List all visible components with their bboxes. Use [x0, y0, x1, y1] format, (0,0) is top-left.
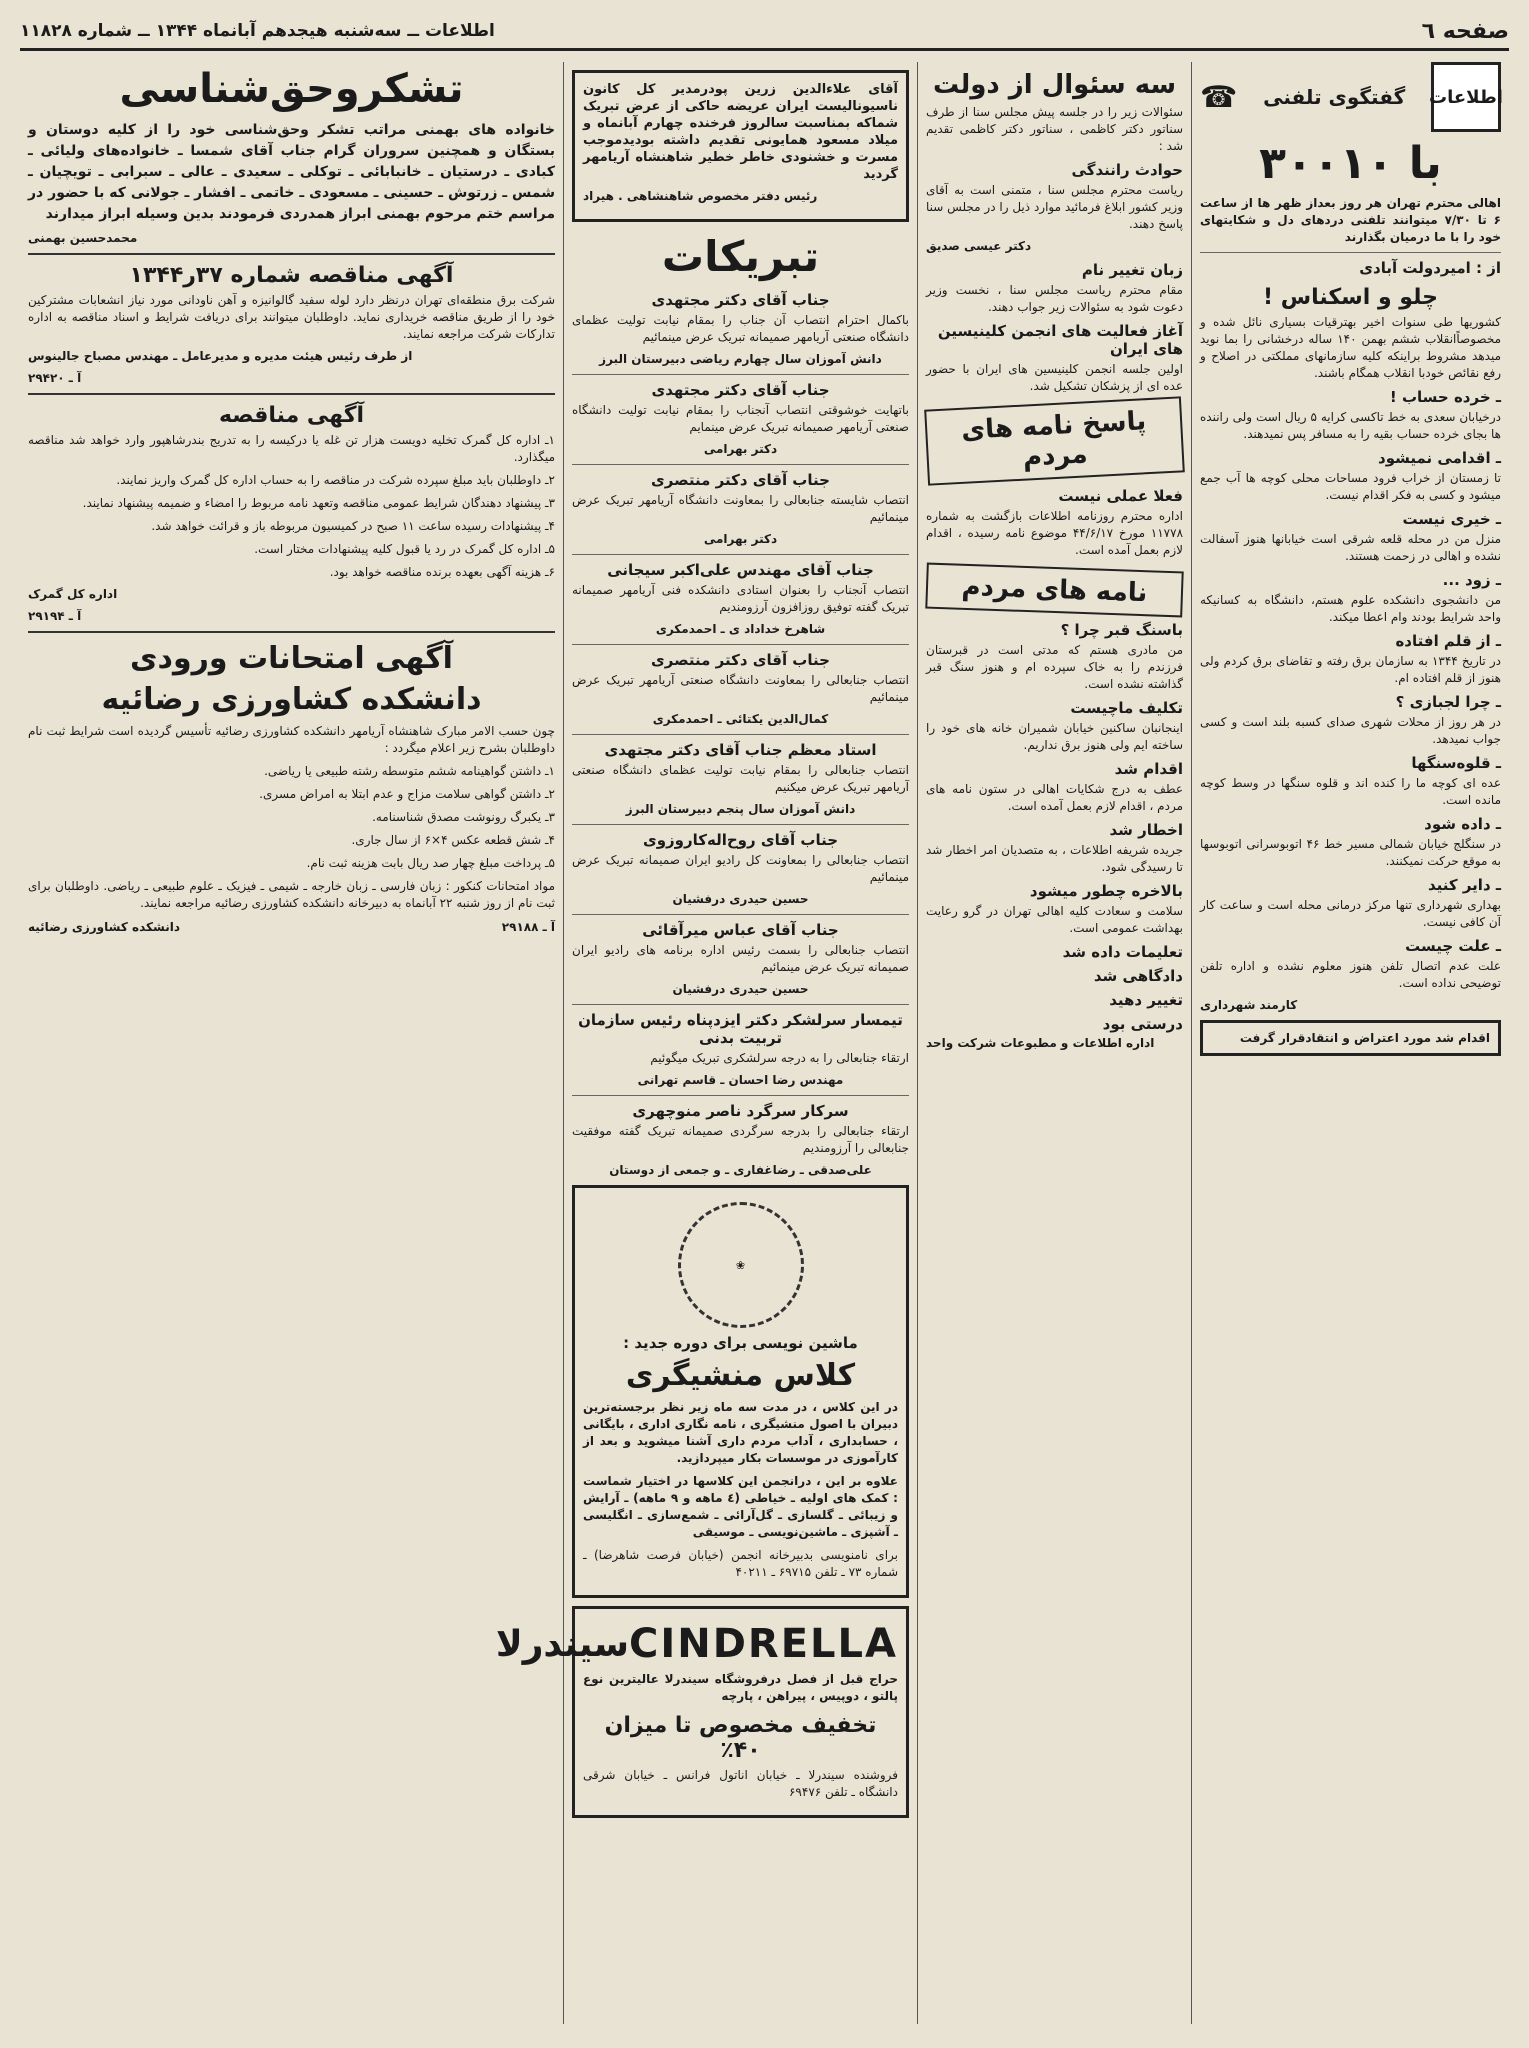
- divider: [1200, 252, 1501, 253]
- greeting-body: انتصاب شایسته جنابعالی را بمعاونت دانشگاه آریامهر تبریک عرض مینمائیم: [572, 493, 909, 524]
- greeting-to: جناب آقای عباس میرآقائی: [642, 921, 839, 939]
- complaint-title: ـ چرا لجبازی ؟: [1395, 693, 1501, 711]
- what-happens-body: سلامت و سعادت کلیه اهالی تهران در گرو رعایت بهداشت عمومی است.: [926, 904, 1183, 935]
- greeting-to: جناب آقای دکتر منتصری: [651, 651, 830, 669]
- our-duty-body: اینجانبان ساکنین خیابان شمیران خانه های خود را ساخته ایم ولی هنوز برق نداریم.: [926, 721, 1183, 752]
- driving-accidents-body: ریاست محترم مجلس سنا ، متمنی است به آقای وزیر کشور ابلاغ فرمائید موارد ذیل را در مجلس سنا پاسخ دهند.: [926, 183, 1183, 231]
- tombstone-title: باسنگ قبر چرا ؟: [1060, 621, 1183, 639]
- greeting-to: جناب آقای دکتر منتصری: [651, 471, 830, 489]
- divider: [572, 464, 909, 465]
- greeting-body: باتهایت خوشوقتی انتصاب آنجناب را بمقام نیابت تولیت دانشگاه صنعتی آریامهر صمیمانه تبریک عرض مینمایم: [572, 403, 909, 434]
- complaint-item: [1200, 449, 1501, 504]
- ad-intro: ماشین نویسی برای دوره جدید :: [623, 1334, 858, 1352]
- cinderella-address: فروشنده سیندرلا ـ خیابان اناتول فرانس ـ خیابان شرقی دانشگاه ـ تلفن ۶۹۴۷۶: [583, 1768, 898, 1799]
- complaint-item: [1200, 510, 1501, 565]
- thanks-sign: محمدحسین بهمنی: [28, 231, 138, 245]
- greeting-to: جناب آقای دکتر مجتهدی: [651, 291, 830, 309]
- tender2-item: ۲ـ داوطلبان باید مبلغ سپرده شرکت در مناقصه را به حساب اداره کل گمرک واریز نمایند.: [116, 473, 555, 487]
- greeting-from: علی‌صدقی ـ رضاغفاری ـ و جمعی از دوستان: [609, 1163, 872, 1177]
- congratulations-title: تبریکات: [661, 232, 820, 281]
- complaint-body: تا زمستان از خراب فرود مساحات محلی کوچه ها آب جمع میشود و کسی به فکر اقدام نیست.: [1200, 471, 1501, 502]
- phone-talk-title: گفتگوی تلفنی: [1263, 85, 1406, 109]
- telephone-icon: ☎: [1200, 79, 1238, 115]
- name-change-body: مقام محترم ریاست مجلس سنا ، نخست وزیر دعوت شود به سئوالات زیر جواب دهند.: [926, 283, 1183, 314]
- instructions-title: تعلیمات داده شد: [1062, 943, 1183, 961]
- greeting-from: حسین حیدری درفشیان: [672, 982, 809, 996]
- greeting-from: دانش آموزان سال چهارم ریاضی دبیرستان البرز: [599, 352, 882, 366]
- greeting-item: [572, 291, 909, 375]
- greeting-from: حسین حیدری درفشیان: [672, 892, 809, 906]
- greeting-body: انتصاب جنابعالی را بمعاونت کل رادیو ایران صمیمانه تبریک عرض مینمائیم: [572, 853, 909, 884]
- association-seal-icon: ❀: [678, 1202, 804, 1328]
- greeting-to: تیمسار سرلشکر دکتر ایزدپناه رئیس سازمان تربیت بدنی: [578, 1011, 903, 1047]
- tender2-sign: اداره کل گمرک: [28, 587, 118, 601]
- complaint-title: ـ زود ...: [1442, 571, 1501, 589]
- greeting-body: باکمال احترام انتصاب آن جناب را بمقام نیابت تولیت عظمای دانشگاه صنعتی آریامهر صمیمانه تبریک عرض مینمائیم: [572, 313, 909, 344]
- cinderella-ad: [495, 1606, 909, 1818]
- greeting-body: انتصاب جنابعالی را بمعاونت دانشگاه صنعتی آریامهر تبریک عرض مینمائیم: [572, 673, 909, 704]
- complaint-item: [1200, 632, 1501, 687]
- greeting-item: [572, 381, 909, 465]
- cinderella-title-row: [495, 1617, 898, 1671]
- column-notices: [20, 62, 563, 2024]
- exam-item: ۲ـ داشتن گواهی سلامت مزاج و عدم ابتلا به امراض مسری.: [259, 787, 555, 801]
- exam-text: چون حسب الامر مبارک شاهنشاه آریامهر دانشکده کشاورزی رضائیه تأسیس گردیده است شرایط ثبت نام داوطلبان بشرح زیر اعلام میگردد :: [28, 724, 555, 755]
- driving-accidents-title: حوادث رانندگی: [1071, 161, 1183, 179]
- tender2-item: ۶ـ هزینه آگهی بعهده برنده مناقصه خواهد بود.: [329, 565, 555, 579]
- tender1-title: آگهی مناقصه شماره ۳۷ر۱۳۴۴: [129, 263, 454, 288]
- tender1-sign: از طرف رئیس هیئت مدیره و مدیرعامل ـ مهندس مصباح جالینوس: [28, 349, 413, 363]
- complaint-title: ـ دایر کنید: [1427, 876, 1501, 894]
- what-happens-title: بالاخره چطور میشود: [1029, 882, 1183, 900]
- complaint-title: ـ اقدامی نمیشود: [1378, 449, 1501, 467]
- letter-author: از : امیردولت آبادی: [1359, 259, 1501, 277]
- page-number: صفحه ٦: [1421, 18, 1509, 44]
- phone-talk-header: [1200, 62, 1501, 132]
- complaint-body: علت عدم اتصال تلفن هنوز معلوم نشده و اداره تلفن توضیحی نداده است.: [1200, 959, 1501, 990]
- tombstone-body: من مادری هستم که مدتی است در قبرستان فرزندم را به خاک سپرده ام و هنوز سنگ قبر گذاشته نشده است.: [926, 643, 1183, 691]
- greeting-to: جناب آقای روح‌اله‌کاروزوی: [642, 831, 839, 849]
- complaint-signature: کارمند شهرداری: [1200, 998, 1298, 1012]
- not-practical-title: فعلا عملی نیست: [1058, 487, 1183, 505]
- complaint-item: [1200, 388, 1501, 443]
- ad-text: در این کلاس ، در مدت سه ماه زیر نظر برجسته‌ترین دبیران با اصول منشیگری ، نامه نگاری اداری ، بایگانی ، حسابداری ، آداب مردم داری آشنا میشوید و بعد از کارآموزی در موسسات بکار میپردازید.: [583, 1400, 898, 1465]
- complaint-title: ـ داده شود: [1424, 815, 1501, 833]
- complaint-item: [1200, 815, 1501, 870]
- complaint-body: در هر روز از محلات شهری صدای کسبه بلند است و کسی جواب نمیدهد.: [1200, 715, 1501, 746]
- complaint-list: [1200, 388, 1501, 992]
- greeting-to: جناب آقای مهندس علی‌اکبر سیجانی: [607, 561, 874, 579]
- greeting-body: ارتقاء جنابعالی را به درجه سرلشکری تبریک میگوئیم: [650, 1051, 909, 1065]
- exam-item: ۴ـ شش قطعه عکس ۴×۶ از سال جاری.: [351, 833, 555, 847]
- exam-code: آ ـ ۲۹۱۸۸: [501, 920, 555, 934]
- complaint-item: [1200, 937, 1501, 992]
- change-title: تغییر دهید: [1109, 991, 1183, 1009]
- complaint-body: در سنگلج خیابان شمالی مسیر خط ۴۶ اتوبوسرانی اتوبوسها به موقع حرکت نمیکنند.: [1200, 837, 1502, 868]
- thanks-text: خانواده های بهمنی مراتب تشکر وحق‌شناسی خود را از کلیه دوستان و بستگان و همچنین سروران گرام جناب آقای شمسا ـ خانواده‌های ولیائی ـ کبادی ـ درستیان ـ خانبابائی ـ توکلی ـ سعیدی ـ عالی ـ سبرابی ـ تویچیان ـ شمس ـ زرتوش ـ حسینی ـ مسعودی ـ خاتمی ـ افشار ـ جولانی که با حضور در مراسم ختم مرحوم بهمنی ابراز همدردی فرمودند بدین وسیله ابراز میدارند: [28, 122, 555, 222]
- divider: [572, 554, 909, 555]
- thanks-title: تشکروحق‌شناسی: [119, 66, 464, 112]
- greeting-from: مهندس رضا احسان ـ قاسم تهرانی: [637, 1073, 844, 1087]
- ad-contact: برای نامنویسی بدبیرخانه انجمن (خیابان فرصت شاهرضا) ـ شماره ۷۳ ـ تلفن ۶۹۷۱۵ ـ ۴۰۲۱۱: [583, 1548, 898, 1579]
- greeting-body: انتصاب جنابعالی را بمقام نیابت تولیت عظمای دانشگاه صنعتی آریامهر تبریک عرض میکنیم: [572, 763, 909, 794]
- complaint-item: [1200, 693, 1501, 748]
- exam-sign: دانشکده کشاورزی رضائیه: [28, 920, 180, 934]
- tender2-item: ۳ـ پیشنهاد دهندگان شرایط عمومی مناقصه وتعهد نامه مربوط را امضاء و ضمیمه پیشنهاد نمایند.: [82, 496, 555, 510]
- ad-more: علاوه بر این ، درانجمن این کلاسها در اختیار شماست : کمک های اولیه ـ خیاطی (٤ ماهه و ۹ ماهه) ـ آرایش و زیبائی ـ گلسازی ـ گل‌آرائی ـ شمع‌سازی ـ انگلیسی ـ آشپزی ـ ماشین‌نویسی ـ موسیقی: [583, 1474, 898, 1539]
- secretary-class-ad: [572, 1185, 909, 1598]
- exam-item: ۱ـ داشتن گواهینامه ششم متوسطه رشته طبیعی یا ریاضی.: [264, 764, 555, 778]
- exam-title-1: آگهی امتحانات ورودی: [130, 641, 453, 676]
- royal-notice: [572, 70, 909, 222]
- phone-talk-intro: اهالی محترم تهران هر روز بعداز ظهر ها از ساعت ۶ تا ۷/۳۰ میتوانند تلفنی دردهای دل و شکایتهای خود را با ما درمیان بگذارند: [1200, 196, 1501, 244]
- warned-title: اخطار شد: [1109, 821, 1183, 839]
- bus-company-footer: اداره اطلاعات و مطبوعات شرکت واحد: [926, 1036, 1155, 1050]
- people-letters-box: نامه های مردم: [925, 563, 1183, 618]
- complaint-title: ـ از قلم افتاده: [1395, 632, 1501, 650]
- ad-title: کلاس منشیگری: [625, 1358, 856, 1393]
- complaint-item: [1200, 876, 1501, 931]
- divider: [28, 393, 555, 395]
- letter-body: کشوریها طی سنوات اخیر بهترقیات بسیاری نائل شده و مخصوصاًانقلاب ششم بهمن ۱۴۰ ساله درخشانی را بما نوید میدهد مشروط براینکه کلیه سازمانهای مملکتی در اصلاح و رفع نقائص خودبا انقلاب همگام باشند.: [1200, 315, 1501, 380]
- complaint-item: [1200, 571, 1501, 626]
- exam-title-2: دانشکده کشاورزی رضائیه: [101, 682, 482, 717]
- reply-letters-box: پاسخ نامه های مردم: [924, 396, 1185, 485]
- complaint-title: ـ خیری نیست: [1402, 510, 1501, 528]
- tender2-code: آ ـ ۲۹۱۹۴: [28, 609, 82, 623]
- greeting-item: [572, 741, 909, 825]
- ettelaat-logo: اطلاعات: [1431, 62, 1501, 132]
- complaint-body: منزل من در محله قلعه شرقی است خیابانها هنوز آسفالت نشده و اهالی در زحمت هستند.: [1200, 532, 1501, 563]
- greeting-item: [572, 1011, 909, 1096]
- greeting-body: انتصاب جنابعالی را بسمت رئیس اداره برنامه های رادیو ایران صمیمانه تبریک عرض مینمائیم: [572, 943, 909, 974]
- cinderella-offer: تخفیف مخصوص تا میزان ۴۰٪: [604, 1713, 877, 1763]
- tender1-text: شرکت برق منطقه‌ای تهران درنظر دارد لوله سفید گالوانیزه و آهن ناودانی مورد نیاز انشعابات مشترکین خود را از طریق مناقصه خریداری نماید. داوطلبان میتوانند برای دریافت شرایط و اسناد مناقصه به اداره تدارکات شرکت مراجعه نمایند.: [28, 293, 555, 341]
- not-practical-body: اداره محترم روزنامه اطلاعات بازگشت به شماره ۱۱۷۷۸ مورخ ۴۴/۶/۱۷ موضوع نامه رسیده ، اقدام لازم بعمل آمده است.: [926, 509, 1184, 557]
- action-taken-title: اقدام شد: [1114, 760, 1183, 778]
- greeting-item: [572, 921, 909, 1005]
- our-duty-title: تکلیف ماچیست: [1070, 699, 1183, 717]
- complaint-body: درخیابان سعدی به خط تاکسی کرایه ۵ ریال است ولی راننده ها بجای خرده حساب بقیه را به مسافر پس نمیدهند.: [1200, 410, 1501, 441]
- greeting-body: انتصاب آنجناب را بعنوان استادی دانشکده فنی آریامهر صمیمانه تبریک گفته توفیق روزافزون آرزومندیم: [572, 583, 909, 614]
- exam-item: ۵ـ پرداخت مبلغ چهار صد ریال بابت هزینه ثبت نام.: [306, 856, 555, 870]
- correct-title: درستی بود: [1102, 1015, 1183, 1033]
- greeting-to: سرکار سرگرد ناصر منوچهری: [632, 1102, 849, 1120]
- royal-notice-text: آقای علاءالدین زرین پودرمدیر کل کانون ناسیونالیست ایران عریضه حاکی از عرض تبریک شماکه بمناسبت سالروز فرخنده چهارم آبانماه و میلاد مسعود همایونی تقدیم داشته بودیدموجب مسرت و خشنودی خاطر خطیر شاهنشاه آریامهر گردید: [583, 82, 898, 182]
- divider: [28, 253, 555, 255]
- tender2-item: ۴ـ پیشنهادات رسیده ساعت ۱۱ صبح در کمیسیون مربوطه باز و قرائت خواهد شد.: [151, 519, 555, 533]
- exam-footer: [28, 918, 555, 942]
- complaint-title: ـ علت چیست: [1405, 937, 1501, 955]
- royal-notice-sign: رئیس دفتر مخصوص شاهنشاهی . هیراد: [583, 189, 818, 203]
- greeting-item: [572, 561, 909, 645]
- greeting-list: [572, 291, 909, 1177]
- questions-intro: سئوالات زیر را در جلسه پیش مجلس سنا از طرف سناتور دکتر کاظمی ، سناتور دکتر کاظمی تقدیم شد :: [926, 105, 1183, 153]
- greeting-item: [572, 1102, 909, 1177]
- letter-title: چلو و اسکناس !: [1263, 285, 1438, 310]
- divider: [572, 914, 909, 915]
- complaint-body: عده ای کوچه ما را کنده اند و قلوه سنگها در وسط کوچه مانده است.: [1200, 776, 1501, 807]
- tender2-title: آگهی مناقصه: [218, 403, 365, 428]
- divider: [572, 824, 909, 825]
- exam-text-2: مواد امتحانات کنکور : زبان فارسی ـ زبان خارجه ـ شیمی ـ فیزیک ـ علوم طبیعی ـ ریاضی. داوطلبان برای ثبت نام از روز شنبه ۲۲ آبانماه به دبیرخانه دانشکده کشاورزی رضائیه مراجعه نمایند.: [28, 879, 555, 910]
- greeting-to: استاد معظم جناب آقای دکتر مجتهدی: [604, 741, 877, 759]
- divider: [572, 374, 909, 375]
- exam-item: ۳ـ یکبرگ رونوشت مصدق شناسنامه.: [372, 810, 555, 824]
- greeting-item: [572, 471, 909, 555]
- greeting-item: [572, 651, 909, 735]
- page-header: [20, 14, 1509, 51]
- clinicians-body: اولین جلسه انجمن کلینیسین های ایران با حضور عده ای از پزشکان تشکیل شد.: [926, 362, 1183, 393]
- cinderella-fa: سیندرلا: [495, 1623, 630, 1665]
- tender2-item: ۱ـ اداره کل گمرک تخلیه دویست هزار تن غله یا درکیسه را به تدریج بندرشاهپور وارد خواهد شد مناقصه میگذارد.: [28, 433, 555, 464]
- tender1-code: آ ـ ۲۹۴۲۰: [28, 371, 82, 385]
- name-change-title: زبان تغییر نام: [1081, 261, 1183, 279]
- greeting-item: [572, 831, 909, 915]
- senator-signature: دکتر عیسی صدیق: [926, 239, 1032, 253]
- complaint-body: بهداری شهرداری تنها مرکز درمانی محله است و ساعت کار آن کافی نیست.: [1200, 898, 1501, 929]
- cinderella-brand: CINDRELLA: [629, 1621, 898, 1667]
- complaint-title: ـ قلوه‌سنگها: [1411, 754, 1501, 772]
- greeting-from: شاهرخ خداداد ی ـ احمدمکری: [655, 622, 826, 636]
- court-title: دادگاهی شد: [1093, 967, 1183, 985]
- divider: [28, 631, 555, 633]
- divider: [572, 1095, 909, 1096]
- greeting-from: دکتر بهرامی: [703, 442, 778, 456]
- cinderella-text: حراج قبل از فصل درفروشگاه سیندرلا عالیترین نوع پالتو ، دوپیس ، پیراهن ، پارچه: [583, 1672, 898, 1703]
- divider: [572, 734, 909, 735]
- greeting-from: دکتر بهرامی: [703, 532, 778, 546]
- complaint-body: در تاریخ ۱۳۴۴ به سازمان برق رفته و تقاضای برق کردم ولی هنوز از قلم افتاده ام.: [1200, 654, 1501, 685]
- tender2-item: ۵ـ اداره کل گمرک در رد یا قبول کلیه پیشنهادات مختار است.: [254, 542, 555, 556]
- greeting-from: کمال‌الدین یکتائی ـ احمدمکری: [652, 712, 829, 726]
- action-taken-body: عطف به درج شکایات اهالی در ستون نامه های مردم ، اقدام لازم بعمل آمده است.: [926, 782, 1183, 813]
- greeting-body: ارتقاء جنابعالی را بدرجه سرگردی صمیمانه تبریک گفته موفقیت جنابعالی را آرزومندیم: [572, 1124, 909, 1155]
- greeting-from: دانش آموزان سال پنجم دبیرستان البرز: [625, 802, 856, 816]
- phone-number: ۳۰۰۱۰ با: [1259, 138, 1442, 189]
- greeting-to: جناب آقای دکتر مجتهدی: [651, 381, 830, 399]
- complaint-item: [1200, 754, 1501, 809]
- issue-line: اطلاعات ــ سه‌شنبه هیجدهم آبانماه ۱۳۴۴ ــ شماره ۱۱۸۲۸: [20, 21, 495, 41]
- footer-box: اقدام شد مورد اعتراض و انتقادقرار گرفت: [1200, 1020, 1501, 1056]
- divider: [572, 1004, 909, 1005]
- clinicians-title: آغاز فعالیت های انجمن کلینیسین های ایران: [937, 322, 1183, 358]
- complaint-title: ـ خرده حساب !: [1389, 388, 1501, 406]
- divider: [572, 644, 909, 645]
- complaint-body: من دانشجوی دانشکده علوم هستم، دانشگاه به کسانیکه واحد شرایط بودند وام اعطا میکند.: [1200, 593, 1501, 624]
- questions-title: سه سئوال از دولت: [932, 70, 1177, 100]
- column-phone-talk: [1191, 62, 1509, 2024]
- warned-body: جریده شریفه اطلاعات ، به متصدیان امر اخطار شد تا رسیدگی شود.: [926, 843, 1183, 874]
- column-questions: [917, 62, 1191, 2024]
